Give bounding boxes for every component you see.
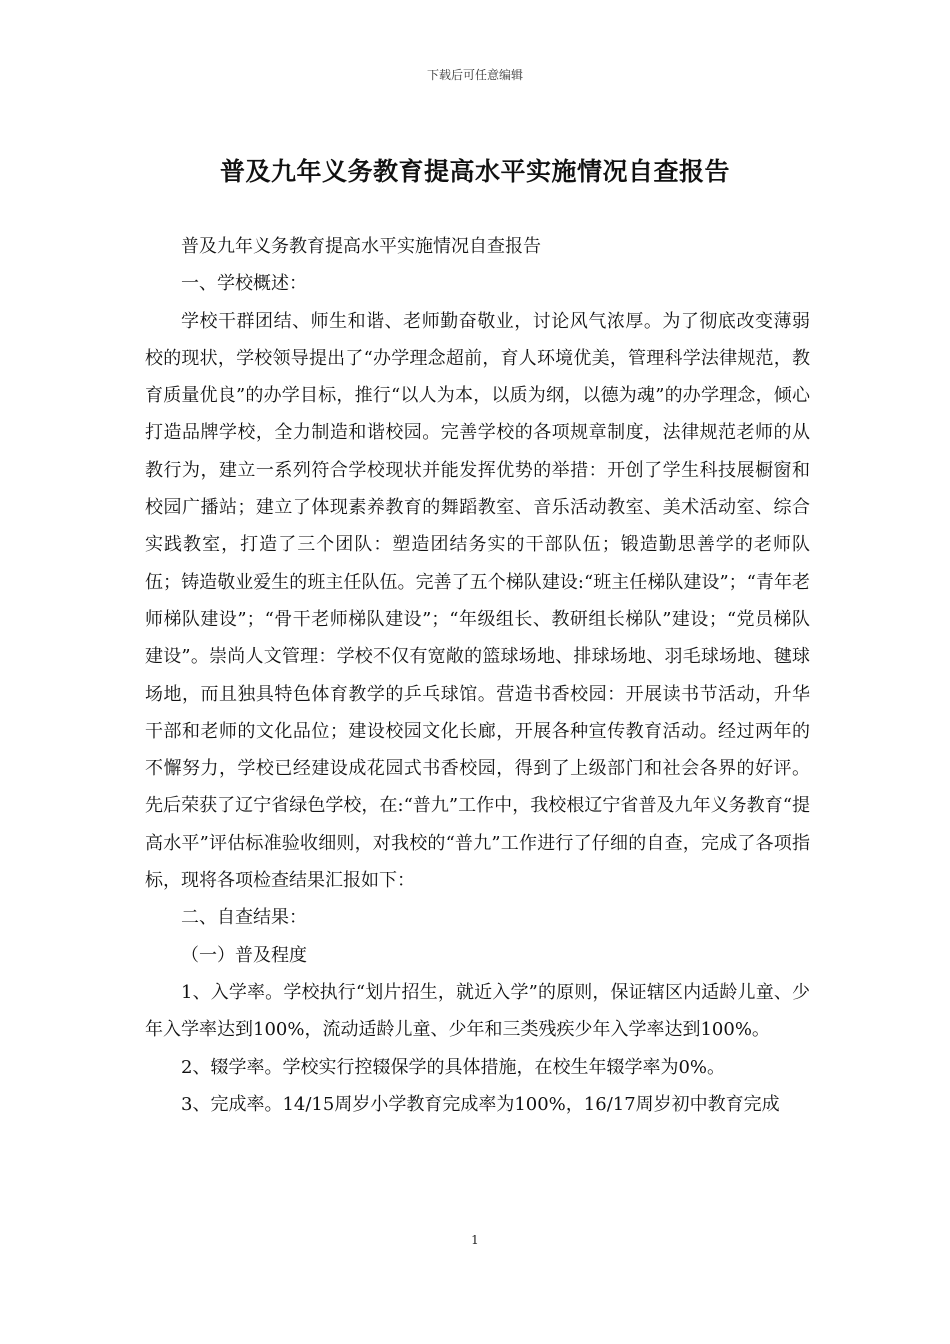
page-number: 1 (471, 1233, 479, 1247)
header-note: 下载后可任意编辑 (426, 68, 523, 82)
subtitle-paragraph: 普及九年义务教育提高水平实施情况自查报告 (181, 236, 541, 257)
subsection-heading-popularization: （一）普及程度 (181, 944, 307, 966)
enrollment-rate-paragraph: 1、入学率。学校执行“划片招生，就近入学”的原则，保证辖区内适龄儿童、少年入学率达到100%，流动适龄儿童、少年和三类残疾少年入学率达到100%。 (145, 981, 810, 1041)
section-heading-results: 二、自查结果： (181, 907, 307, 929)
completion-rate-paragraph: 3、完成率。14/15周岁小学教育完成率为100%，16/17周岁初中教育完成 (181, 1093, 780, 1115)
dropout-rate-paragraph: 2、辍学率。学校实行控辍保学的具体措施，在校生年辍学率为0%。 (181, 1056, 726, 1078)
document-title: 普及九年义务教育提高水平实施情况自查报告 (219, 157, 730, 186)
document-body (145, 228, 810, 1123)
section-heading-overview: 一、学校概述： (181, 273, 307, 295)
overview-paragraph: 学校干群团结、师生和谐、老师勤奋敬业，讨论风气浓厚。为了彻底改变薄弱校的现状，学校领导提出了“办学理念超前，育人环境优美，管理科学法律规范，教育质量优良”的办学目标，推行“以人为本，以质为纲，以德为魂”的办学理念，倾心打造品牌学校，全力制造和谐校园。完善学校的各项规章制度，法律规范老师的从教行为，建立一系列符合学校现状并能发挥优势的举措：开创了学生科技展橱窗和校园广播站；建立了体现素养教育的舞蹈教室、音乐活动教室、美术活动室、综合实践教室，打造了三个团队：塑造团结务实的干部队伍；锻造勤思善学的老师队伍；铸造敬业爱生的班主任队伍。完善了五个梯队建设:“班主任梯队建设”；“青年老师梯队建设”；“骨干老师梯队建设”；“年级组长、教研组长梯队”建设；“党员梯队建设”。崇尚人文管理：学校不仅有宽敞的篮球场地、排球场地、羽毛球场地、毽球场地，而且独具特色体育教学的乒乓球馆。营造书香校园：开展读书节活动，升华干部和老师的文化品位；建设校园文化长廊，开展各种宣传教育活动。经过两年的不懈努力，学校已经建设成花园式书香校园，得到了上级部门和社会各界的好评。先后荣获了辽宁省绿色学校，在:“普九”工作中，我校根辽宁省普及九年义务教育“提高水平”评估标准验收细则，对我校的“普九”工作进行了仔细的自查，完成了各项指标，现将各项检查结果汇报如下： (145, 310, 810, 892)
